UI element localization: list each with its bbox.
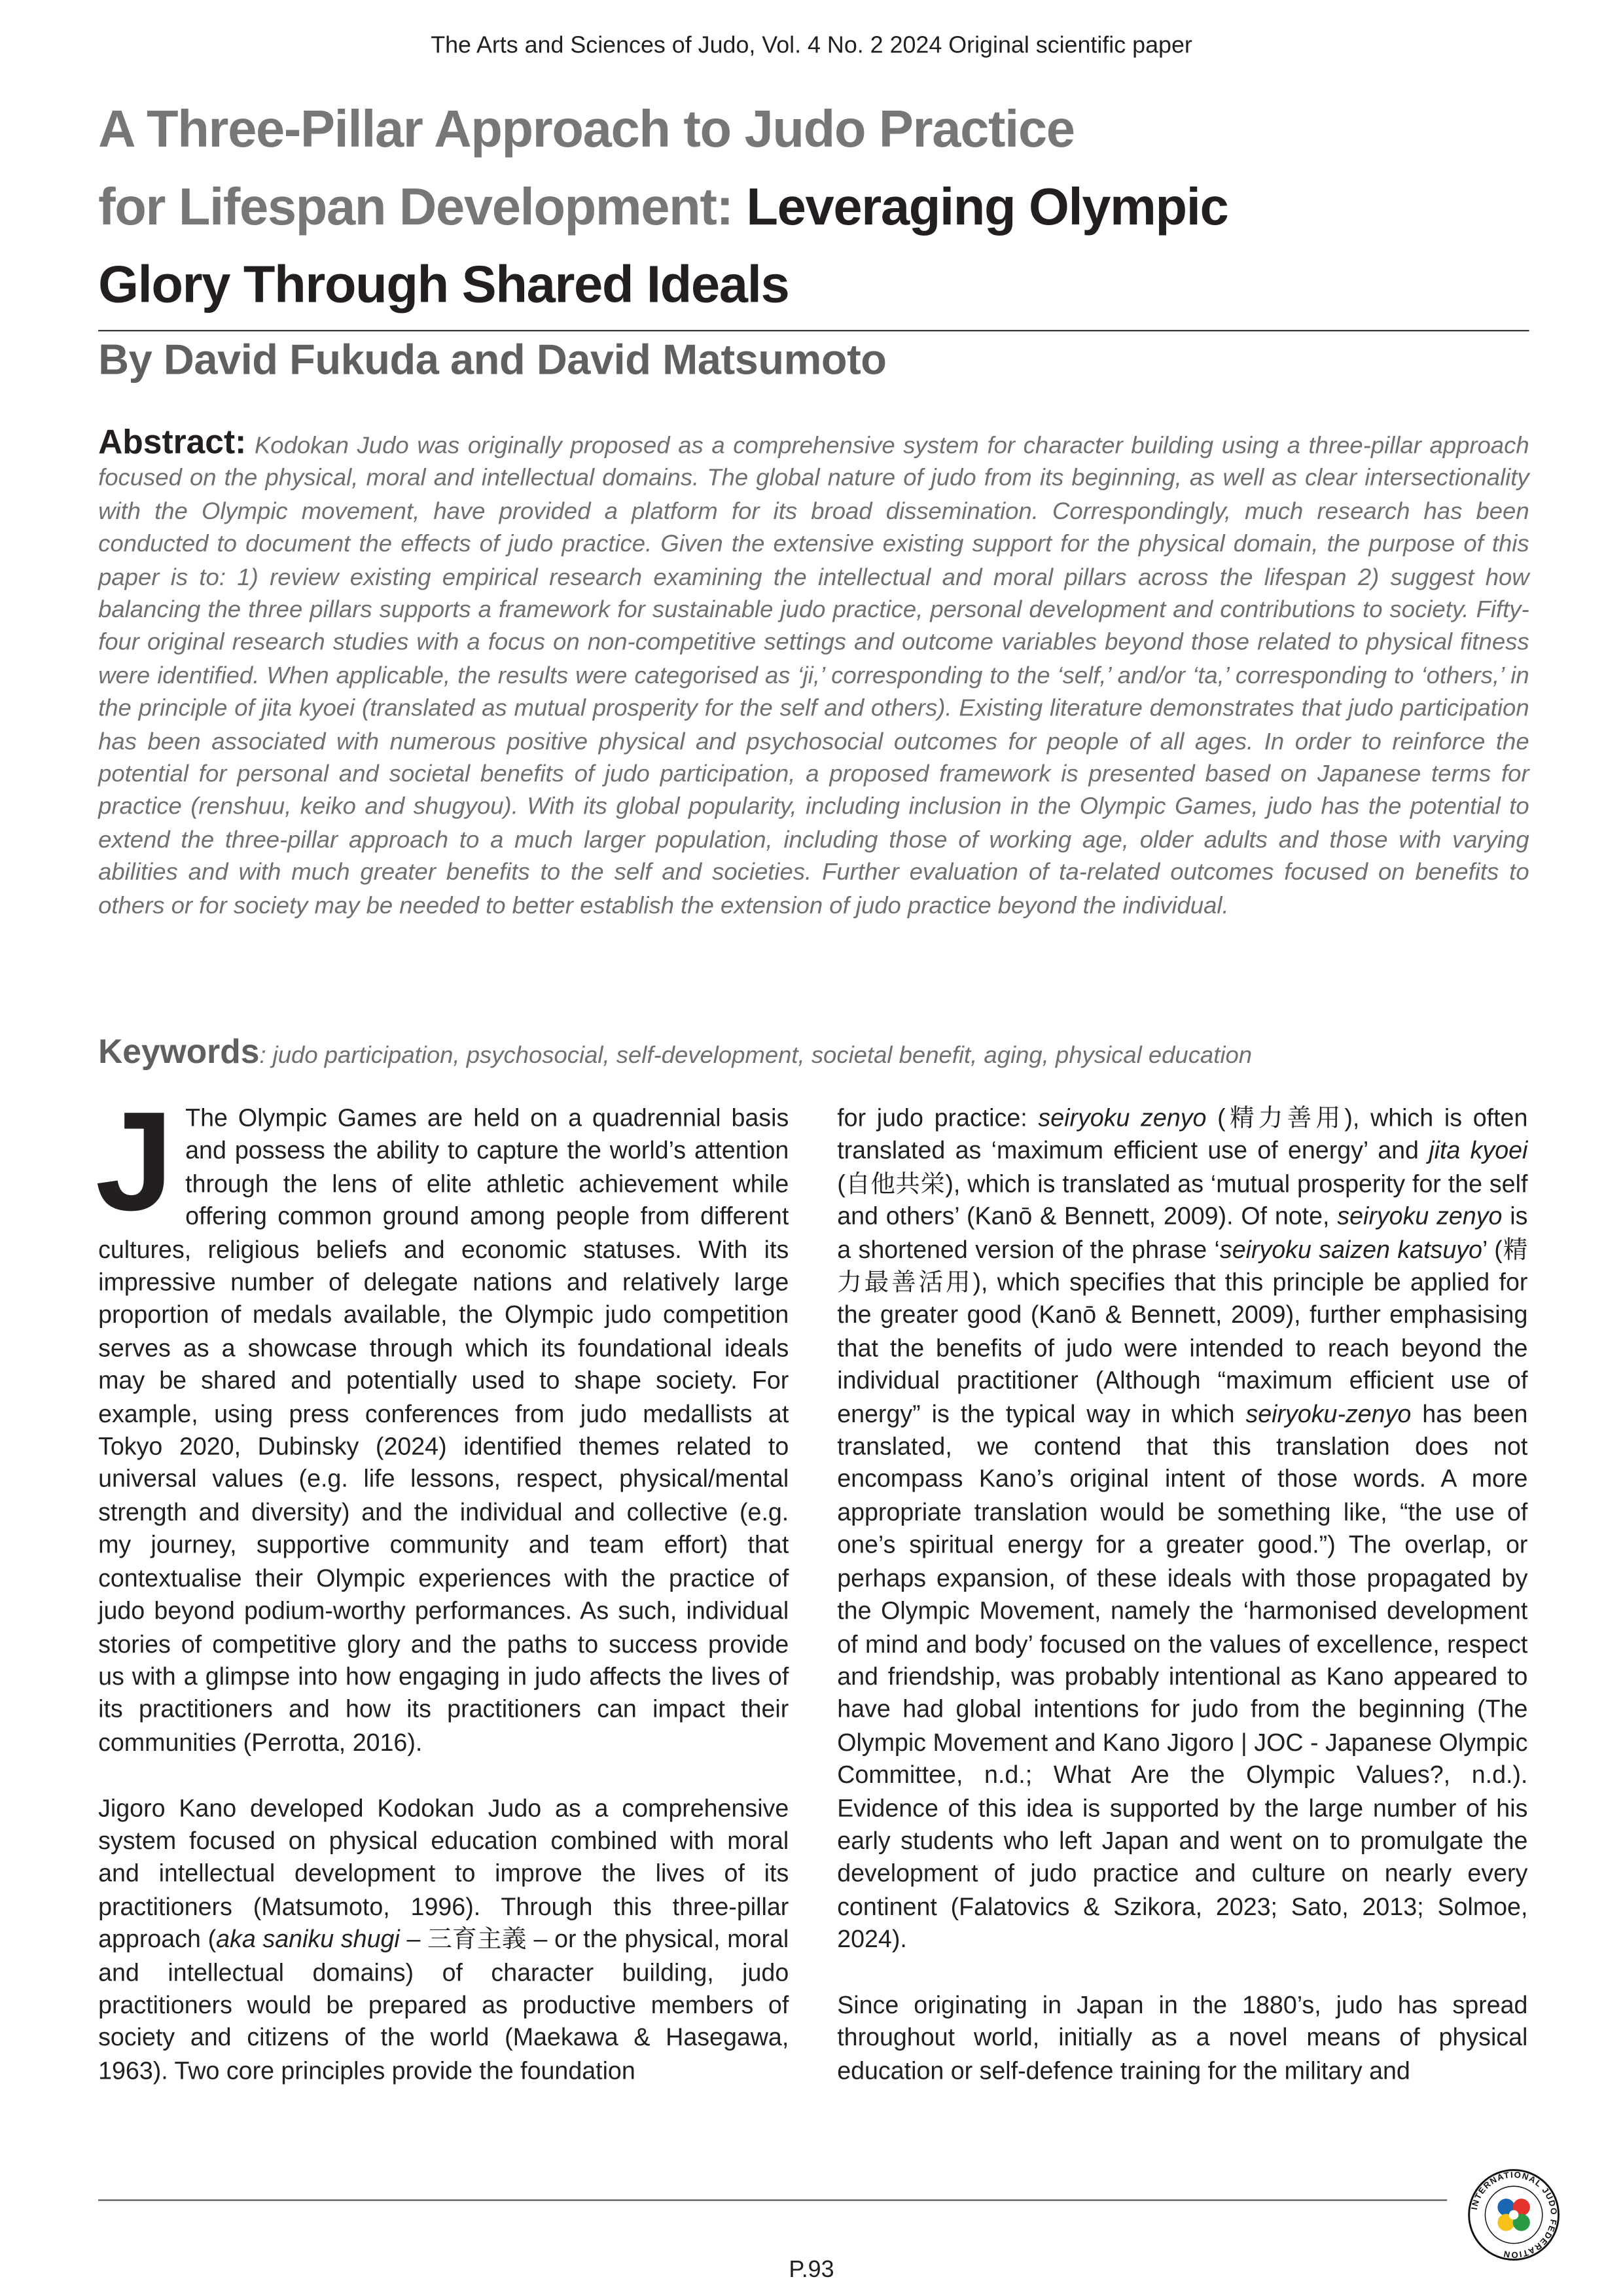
body-column-right	[837, 1103, 1527, 2089]
title-divider	[98, 330, 1529, 331]
paragraph-text: (自他共栄), which is translated as ‘mutual prosperity for the self and others’ (Kanō & Bennett, 2009). Of note,	[837, 1170, 1528, 1231]
paragraph-text: is a shortened version of the phrase ‘	[837, 1202, 1528, 1264]
ijf-logo-icon	[1466, 2167, 1561, 2263]
page-number: P.93	[789, 2258, 834, 2284]
title-line-3: Glory Through Shared Ideals	[98, 255, 789, 314]
paragraph-text: Jigoro Kano developed Kodokan Judo as a comprehensive system focused on physical education combined with moral and intellectual development to improve the lives of its practitioners (Matsumoto, 1996). Through this three-pillar approach (	[98, 1794, 789, 1954]
paragraph-text: (精力善用), which is often translated as ‘maximum efficient use of energy’ and	[837, 1103, 1528, 1165]
body-paragraph	[98, 1793, 789, 2089]
title-line-2-grey: for Lifespan Development:	[98, 177, 747, 236]
body-paragraph	[95, 1083, 789, 1760]
keywords-label: Keywords	[98, 1032, 260, 1071]
paragraph-text: The Olympic Games are held on a quadrennial basis and possess the ability to capture the world’s attention through the lens of elite athletic achievement while offering common ground among people from different cultures, religious beliefs and economic statuses. With its impressive number of delegate nations and relatively large proportion of medals available, the Olympic judo competition serves as a showcase through which its foundational ideals may be shared and potentially used to shape society. For example, using press conferences from judo medallists at Tokyo 2020, Dubinsky (2024) identified themes related to universal values (e.g. life lessons, respect, physical/mental strength and diversity) and the individual and collective (e.g. my journey, supportive community and team effort) that contextualise their Olympic experiences with the practice of judo beyond podium-worthy performances. As such, individual stories of competitive glory and the paths to success provide us with a glimpse into how engaging in judo affects the lives of its practitioners and how its practitioners can impact their communities (Perrotta, 2016).	[98, 1103, 789, 1757]
paragraph-text: Since originating in Japan in the 1880’s, judo has spread throughout world, initially as a novel means of physical education or self-defence training for the military and	[837, 1991, 1528, 2085]
paper-title	[98, 91, 1550, 324]
abstract	[98, 422, 1529, 923]
italic-term: seiryoku zenyo	[1337, 1202, 1503, 1231]
journal-header: The Arts and Sciences of Judo, Vol. 4 No. 2 2024 Original scientific paper	[431, 33, 1192, 59]
italic-term: seiryoku zenyo	[1038, 1103, 1207, 1132]
body-column-left	[95, 1083, 789, 2089]
paragraph-text: ’ (精力最善活用), which specifies that this principle be applied for the greater good (Kanō & Bennett, 2009), further emphasising that the benefits of judo were intended to reach beyond the individual practitioner (Although “maximum efficient use of energy” is the typical way in which	[837, 1235, 1528, 1428]
title-line-1: A Three-Pillar Approach to Judo Practice	[98, 99, 1075, 158]
logo-lettering: INTERNATIONAL JUDO FEDERATION	[1469, 2169, 1560, 2260]
authors-line: By David Fukuda and David Matsumoto	[98, 337, 887, 384]
italic-term: aka saniku shugi	[216, 1925, 400, 1954]
italic-term: seiryoku-zenyo	[1245, 1399, 1412, 1428]
abstract-label: Abstract:	[98, 422, 247, 461]
keywords-text: : judo participation, psychosocial, self-development, societal benefit, aging, physical education	[259, 1042, 1253, 1069]
keywords	[98, 1032, 1529, 1071]
italic-term: seiryoku saizen katsuyo	[1219, 1235, 1482, 1264]
abstract-text: Kodokan Judo was originally proposed as a comprehensive system for character building using a three-pillar approach focused on the physical, moral and intellectual domains. The global nature of judo from its beginning, as well as clear intersectionality with the Olympic movement, have provided a platform for its broad dissemination. Correspondingly, much research has been conducted to document the effects of judo practice. Given the extensive existing support for the physical domain, the purpose of this paper is to: 1) review existing empirical research examining the intellectual and moral pillars across the lifespan 2) suggest how balancing the three pillars supports a framework for sustainable judo practice, personal development and contributions to society. Fifty-four original research studies with a focus on non-competitive settings and outcome variables beyond those related to physical fitness were identified. When applicable, the results were categorised as ‘ji,’ corresponding to the ‘self,’ and/or ‘ta,’ corresponding to ‘others,’ in the principle of jita kyoei (translated as mutual prosperity for the self and others). Existing literature demonstrates that judo participation has been associated with numerous positive physical and psychosocial outcomes for people of all ages. In order to reinforce the potential for personal and societal benefits of judo participation, a proposed framework is presented based on Japanese terms for practice (renshuu, keiko and shugyou). With its global popularity, including inclusion in the Olympic Games, judo has the potential to extend the three-pillar approach to a much larger population, including those of working age, older adults and those with varying abilities and with much greater benefits to the self and societies. Further evaluation of ta-related outcomes focused on benefits to others or for society may be needed to better establish the extension of judo practice beyond the individual.	[98, 432, 1529, 919]
drop-cap: J	[95, 1083, 174, 1241]
paragraph-text: for judo practice:	[837, 1103, 1039, 1132]
paragraph-text: – 三育主義 – or the physical, moral and intellectual domains) of character building, judo practitioners would be prepared as productive members of society and citizens of the world (Maekawa & Hasegawa, 1963). Two core principles provide the foundation	[98, 1925, 789, 2085]
body-paragraph	[837, 1103, 1527, 1957]
paragraph-text: has been translated, we contend that this translation does not encompass Kano’s original intent of those words. A more appropriate translation would be something like, “the use of one’s spiritual energy for a greater good.”) The overlap, or perhaps expansion, of these ideals with those propagated by the Olympic Movement, namely the ‘harmonised development of mind and body’ focused on the values of excellence, respect and friendship, was probably intentional as Kano appeared to have had global intentions for judo from the beginning (The Olympic Movement and Kano Jigoro | JOC - Japanese Olympic Committee, n.d.; What Are the Olympic Values?, n.d.). Evidence of this idea is supported by the large number of his early students who left Japan and went on to promulgate the development of judo practice and culture on nearly every continent (Falatovics & Szikora, 2023; Sato, 2013; Solmoe, 2024).	[837, 1399, 1528, 1954]
italic-term: jita kyoei	[1429, 1137, 1528, 1165]
body-paragraph	[837, 1990, 1527, 2089]
title-line-2-dark: Leveraging Olympic	[746, 177, 1228, 236]
footer-divider	[98, 2199, 1447, 2200]
